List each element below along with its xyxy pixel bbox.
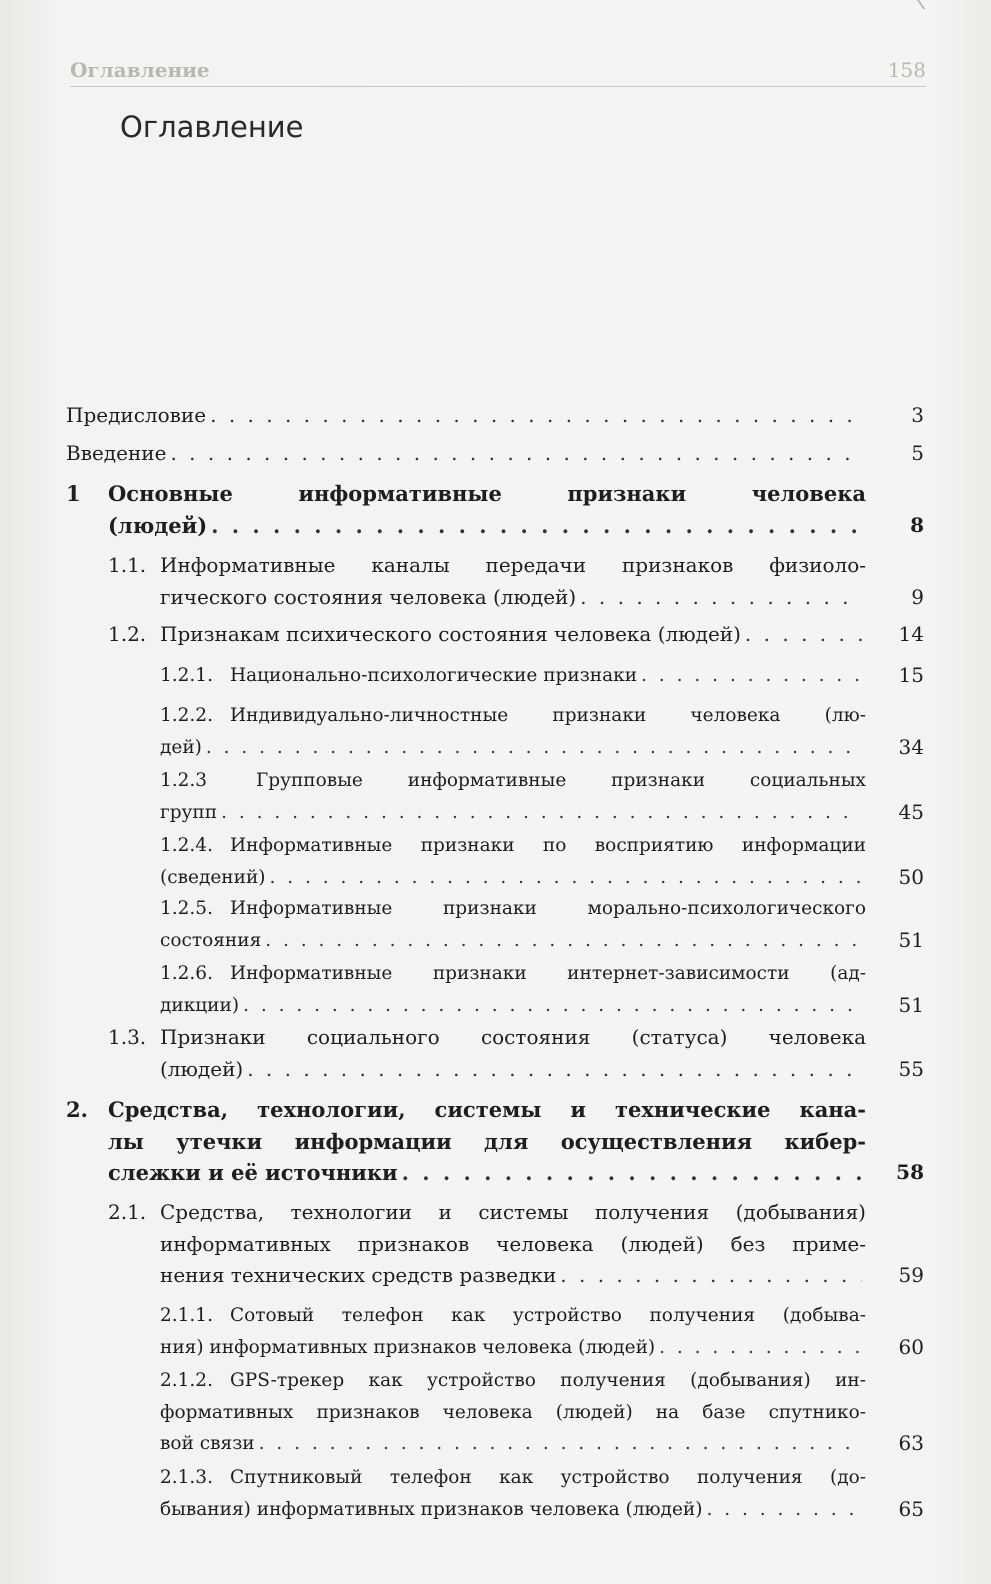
toc-entry-page-number: 51 <box>898 927 924 952</box>
toc-entry-text: Информативные признаки по восприятию информации <box>230 835 866 856</box>
toc-entry-text: формативных признаков человека (людей) на базе спутнико- <box>160 1401 866 1423</box>
toc-entry-number: 1.2.2. <box>160 705 213 726</box>
toc-entry-text: (людей) <box>160 1056 244 1081</box>
toc-entry-page-number: 60 <box>898 1334 924 1359</box>
toc-entry-number: 1.2.5. <box>160 898 213 919</box>
toc-entry-text: Спутниковый телефон как устройство получения (до- <box>230 1467 866 1488</box>
toc-entry-text: Индивидуально-личностные признаки человека (лю- <box>230 705 866 726</box>
toc-entry-number: 1.2.4. <box>160 835 213 856</box>
toc-entry-page-number: 45 <box>898 799 924 824</box>
toc-entry-text: групп <box>160 801 218 823</box>
toc-entry-text: нения технических средств разведки <box>160 1263 557 1287</box>
toc-entry-page-number: 51 <box>898 992 924 1017</box>
toc-entry-text: Сотовый телефон как устройство получения (добыва- <box>230 1305 866 1326</box>
toc-entry-number: 1.2.3 <box>160 770 208 791</box>
toc-entry-page-number: 34 <box>898 734 924 759</box>
toc-entry-number: 2.1.3. <box>160 1467 213 1488</box>
leader-dots <box>745 619 862 651</box>
leader-dots <box>210 400 862 432</box>
toc-entry-page-number: 58 <box>896 1160 924 1184</box>
toc-entry-page-number: 5 <box>911 441 924 465</box>
toc-entry-page-number: 50 <box>898 864 924 889</box>
toc-entry-page-number: 65 <box>898 1496 924 1521</box>
leader-dots <box>243 990 862 1022</box>
leader-dots <box>402 1157 862 1189</box>
toc-entry-text: Предисловие <box>66 403 207 427</box>
toc-entry-number: 2.1.2. <box>160 1370 213 1391</box>
running-head-page-number: 158 <box>887 58 926 82</box>
toc-entry-text: гического состояния человека (людей) <box>160 584 577 609</box>
toc-entry-text: лы утечки информации для осуществления кибер- <box>108 1128 866 1154</box>
toc-entry-number: 2.1. <box>108 1200 147 1224</box>
leader-dots <box>206 732 862 764</box>
toc-entry-number: 1 <box>66 481 81 506</box>
toc-entry-page-number: 3 <box>911 403 924 427</box>
toc-entry-text: Средства, технологии, системы и технические кана- <box>108 1097 866 1122</box>
toc-entry-page-number: 14 <box>898 622 924 646</box>
toc-entry-number: 2.1.1. <box>160 1305 213 1326</box>
leader-dots <box>659 1332 862 1364</box>
toc-entry-text: бывания) информативных признаков человека (людей) <box>160 1498 703 1520</box>
leader-dots <box>706 1494 862 1526</box>
leader-dots <box>560 1260 862 1292</box>
toc-entry-page-number: 8 <box>910 512 924 537</box>
leader-dots <box>259 1428 862 1460</box>
toc-entry-page-number: 59 <box>898 1263 924 1287</box>
toc-entry-text: состояния <box>160 929 262 951</box>
toc-entry-text: Введение <box>66 441 167 465</box>
toc-entry-number: 1.3. <box>108 1025 147 1049</box>
running-head-title: Оглавление <box>70 58 210 82</box>
toc-entry-text: Информативные признаки морально-психологического <box>230 898 866 919</box>
toc-entry-number: 1.1. <box>108 553 147 577</box>
leader-dots <box>211 510 862 542</box>
leader-dots <box>270 862 863 894</box>
leader-dots <box>247 1054 862 1086</box>
toc-entry-page-number: 63 <box>898 1431 924 1455</box>
leader-dots <box>580 582 862 614</box>
toc-title: Оглавление <box>120 110 304 144</box>
toc-entry-text: ния) информативных признаков человека (людей) <box>160 1336 656 1358</box>
leader-dots <box>170 438 862 470</box>
toc-entry-text: вой связи <box>160 1433 255 1454</box>
toc-entry-text: Групповые информативные признаки социальных <box>256 770 866 791</box>
leader-dots <box>265 925 862 957</box>
toc-entry-text: GPS-трекер как устройство получения (добывания) ин- <box>230 1370 866 1391</box>
toc-entry-text: дикции) <box>160 994 240 1016</box>
toc-entry-page-number: 9 <box>911 584 924 609</box>
toc-entry-text: Национально-психологические признаки <box>230 665 638 686</box>
toc-entry-number: 1.2.6. <box>160 963 213 984</box>
toc-entry-text: Средства, технологии и системы получения (добывания) <box>160 1200 866 1224</box>
toc-entry-text: Основные информативные признаки человека <box>108 481 866 506</box>
toc-entry-text: Информативные каналы передачи признаков физиоло- <box>160 553 866 577</box>
toc-entry-text: слежки и её источники <box>108 1160 398 1185</box>
leader-dots <box>221 797 862 829</box>
toc-entry-number: 1.2. <box>108 622 147 646</box>
toc-entry-number: 2. <box>66 1097 88 1122</box>
toc-entry-text: (сведений) <box>160 866 266 888</box>
toc-entry-text: Информативные признаки интернет-зависимости (ад- <box>230 963 866 984</box>
toc-entry-text: информативных признаков человека (людей) без приме- <box>160 1231 866 1256</box>
toc-entry-page-number: 15 <box>898 663 924 687</box>
toc-entry-text: дей) <box>160 736 202 758</box>
toc-entry-number: 1.2.1. <box>160 665 213 686</box>
toc-entry-text: Признакам психического состояния человека (людей) <box>160 622 741 646</box>
toc-entry-text: Признаки социального состояния (статуса) человека <box>160 1025 866 1049</box>
toc-entry-text: (людей) <box>108 512 208 538</box>
toc-entry-page-number: 55 <box>898 1056 924 1081</box>
leader-dots <box>641 660 862 692</box>
